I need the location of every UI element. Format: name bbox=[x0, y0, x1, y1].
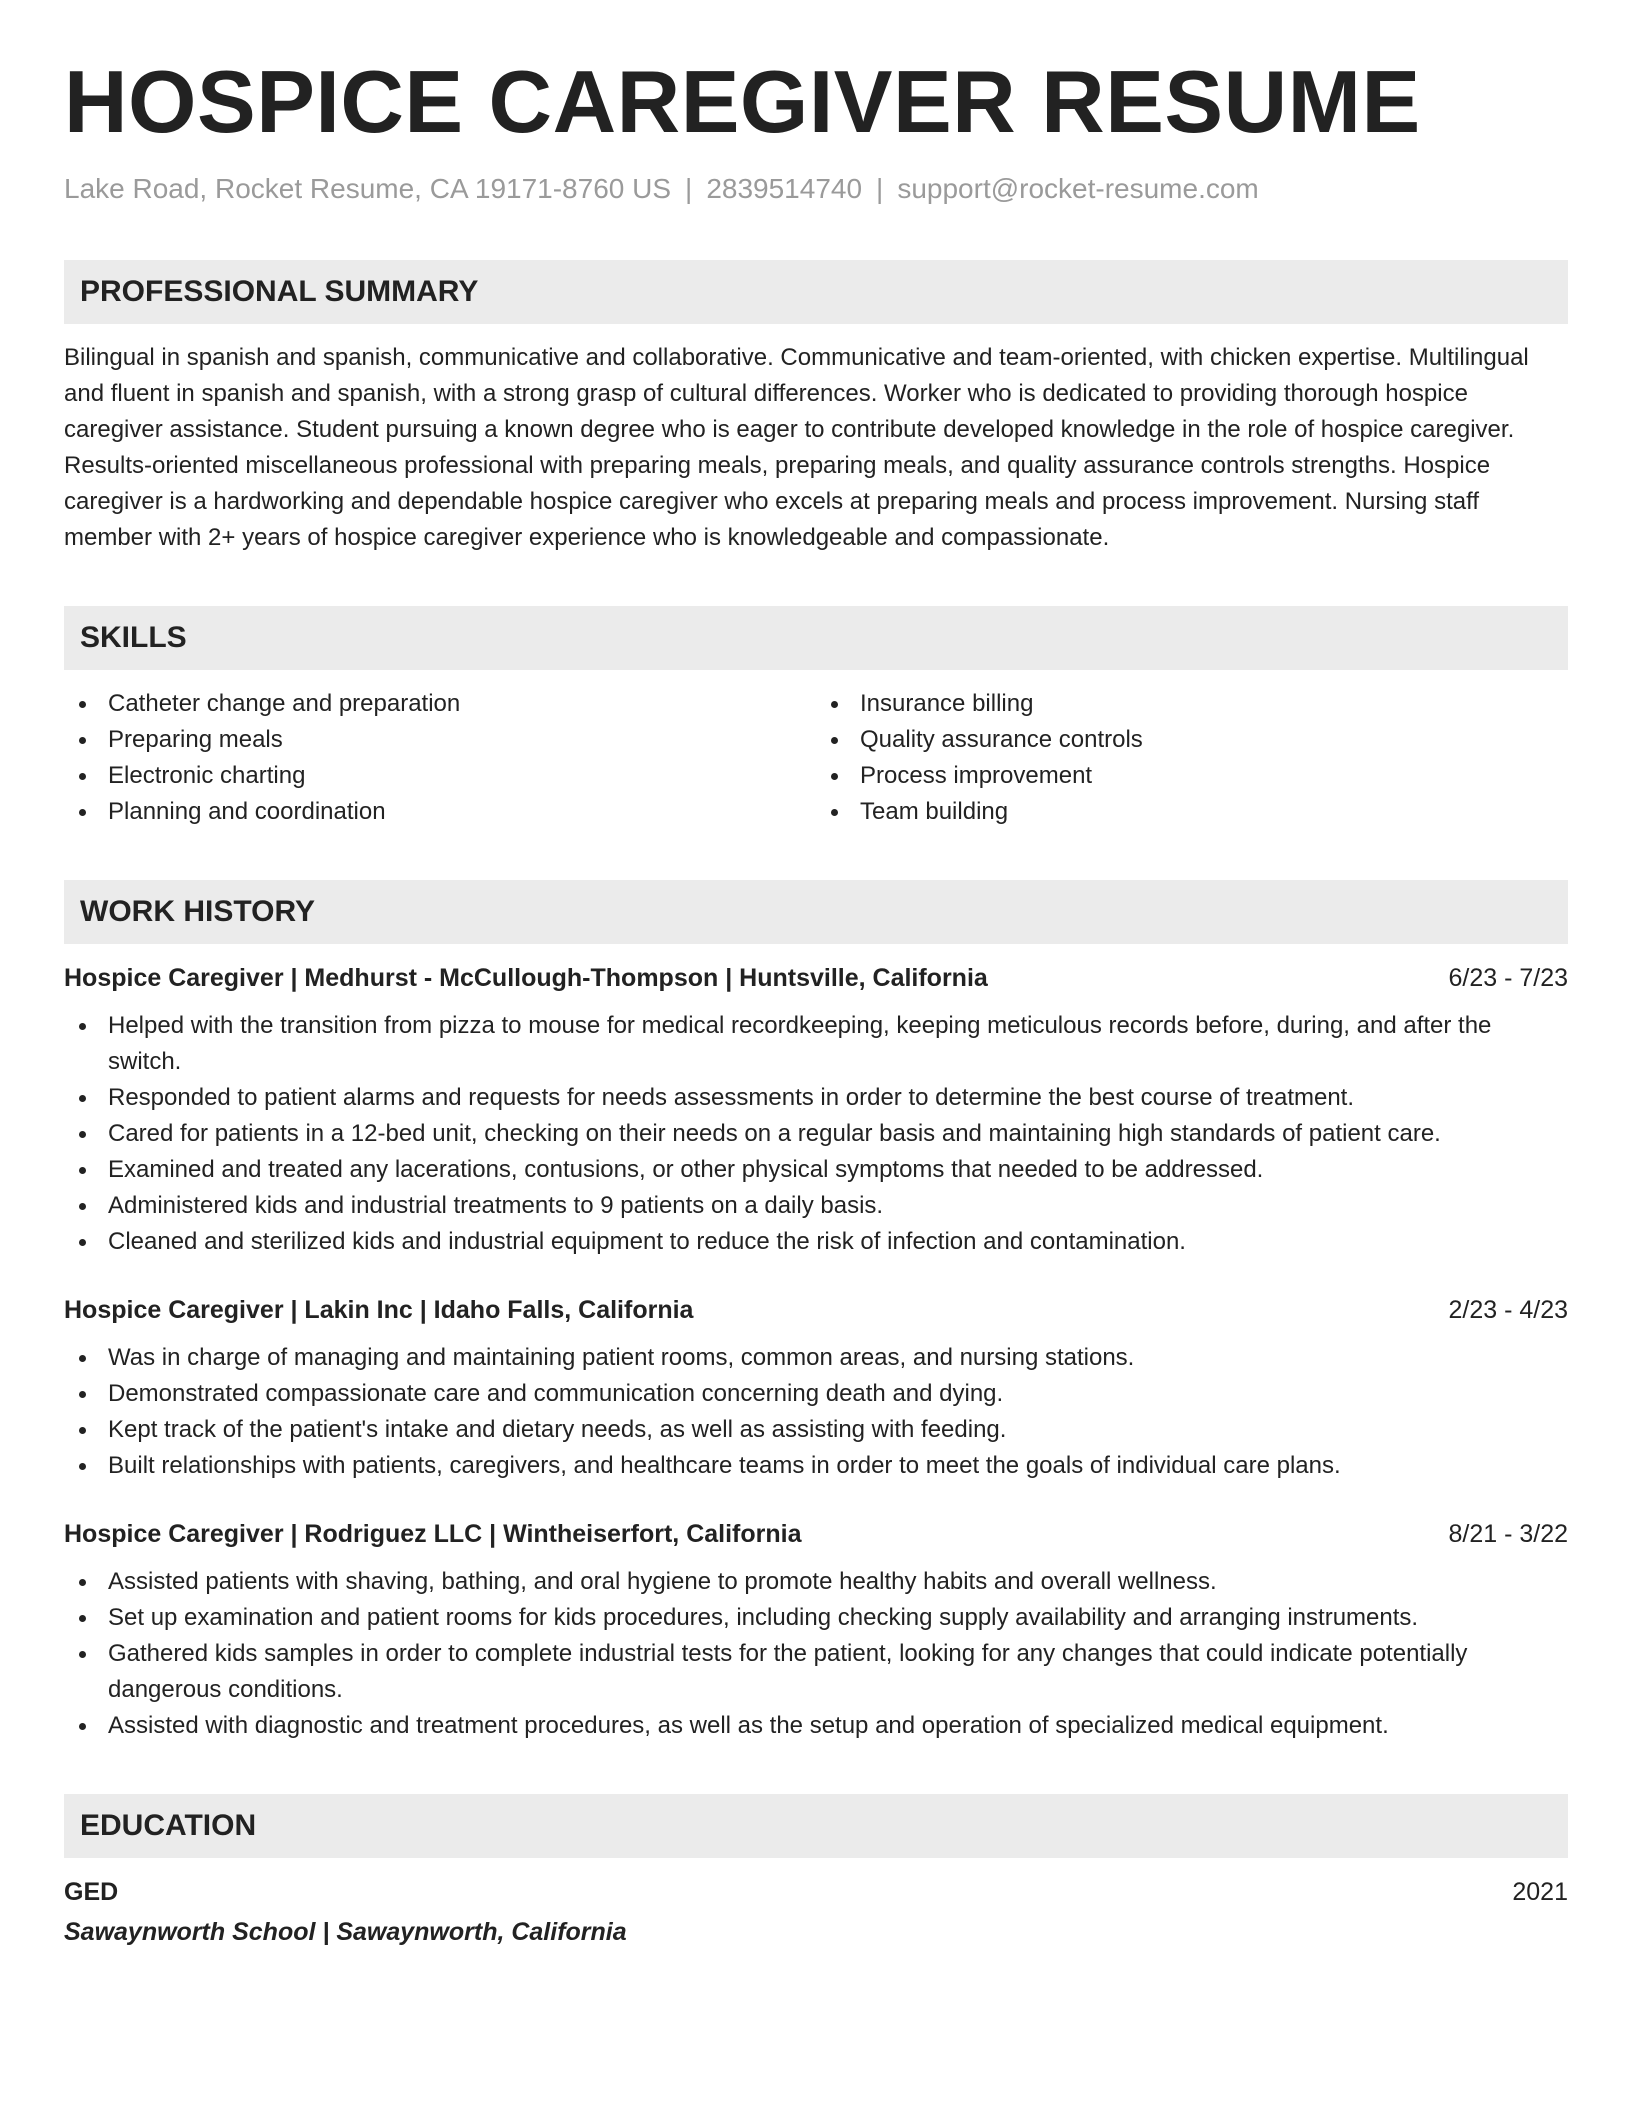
skills-column-left bbox=[64, 686, 816, 830]
skills-heading: SKILLS bbox=[64, 606, 1568, 670]
job-bullet: Cared for patients in a 12-bed unit, checking on their needs on a regular basis and maintaining high standards of patient care. bbox=[64, 1116, 1568, 1152]
job-bullet: Examined and treated any lacerations, contusions, or other physical symptoms that needed to be addressed. bbox=[64, 1152, 1568, 1188]
contact-address: Lake Road, Rocket Resume, CA 19171-8760 US bbox=[64, 172, 672, 204]
job-bullet: Cleaned and sterilized kids and industrial equipment to reduce the risk of infection and contamination. bbox=[64, 1224, 1568, 1260]
job-bullet: Assisted with diagnostic and treatment procedures, as well as the setup and operation of specialized medical equipment. bbox=[64, 1708, 1568, 1744]
education-degree: GED bbox=[64, 1878, 119, 1907]
job-dates: 8/21 - 3/22 bbox=[1448, 1520, 1568, 1549]
job-title: Hospice Caregiver | Medhurst - McCullough-Thompson | Huntsville, California bbox=[64, 964, 988, 993]
job-bullet: Responded to patient alarms and requests for needs assessments in order to determine the best course of treatment. bbox=[64, 1080, 1568, 1116]
skill-item: Preparing meals bbox=[64, 722, 816, 758]
education-school: Sawaynworth School | Sawaynworth, California bbox=[64, 1918, 627, 1947]
job-entry bbox=[64, 960, 1568, 1260]
contact-separator: | bbox=[685, 172, 693, 204]
job-bullets bbox=[64, 1008, 1568, 1260]
job-bullet: Built relationships with patients, caregivers, and healthcare teams in order to meet the goals of individual care plans. bbox=[64, 1448, 1568, 1484]
summary-text: Bilingual in spanish and spanish, communicative and collaborative. Communicative and team-oriented, with chicken expertise. Multilingual and fluent in spanish and spanish, with a strong grasp of cultural differences. Worker who is dedicated to providing thorough hospice caregiver assistance. Student pursuing a known degree who is eager to contribute developed knowledge in the role of hospice caregiver. Results-oriented miscellaneous professional with preparing meals, preparing meals, and quality assurance controls strengths. Hospice caregiver is a hardworking and dependable hospice caregiver who excels at preparing meals and process improvement. Nursing staff member with 2+ years of hospice caregiver experience who is knowledgeable and compassionate. bbox=[64, 344, 1529, 552]
education-header bbox=[64, 1874, 1568, 1910]
job-title: Hospice Caregiver | Lakin Inc | Idaho Falls, California bbox=[64, 1296, 694, 1325]
contact-email: support@rocket-resume.com bbox=[897, 172, 1259, 204]
skill-item: Process improvement bbox=[816, 758, 1568, 794]
job-bullet: Set up examination and patient rooms for kids procedures, including checking supply availability and arranging instruments. bbox=[64, 1600, 1568, 1636]
job-header bbox=[64, 960, 1568, 996]
contact-separator: | bbox=[876, 172, 884, 204]
job-bullet: Assisted patients with shaving, bathing, and oral hygiene to promote healthy habits and overall wellness. bbox=[64, 1564, 1568, 1600]
skills-column-right bbox=[816, 686, 1568, 830]
job-bullet: Helped with the transition from pizza to mouse for medical recordkeeping, keeping meticulous records before, during, and after the switch. bbox=[64, 1008, 1568, 1080]
job-dates: 2/23 - 4/23 bbox=[1448, 1296, 1568, 1325]
contact-line bbox=[64, 171, 1568, 207]
job-bullet: Gathered kids samples in order to complete industrial tests for the patient, looking for any changes that could indicate potentially dangerous conditions. bbox=[64, 1636, 1568, 1708]
resume-title: HOSPICE CAREGIVER RESUME bbox=[64, 52, 1421, 151]
job-bullet: Was in charge of managing and maintaining patient rooms, common areas, and nursing stations. bbox=[64, 1340, 1568, 1376]
job-bullets bbox=[64, 1340, 1568, 1484]
job-entry bbox=[64, 1516, 1568, 1744]
skill-item: Team building bbox=[816, 794, 1568, 830]
job-header bbox=[64, 1292, 1568, 1328]
education-year: 2021 bbox=[1512, 1878, 1568, 1907]
education-entry bbox=[64, 1874, 1568, 1950]
job-dates: 6/23 - 7/23 bbox=[1448, 964, 1568, 993]
work-history-heading: WORK HISTORY bbox=[64, 880, 1568, 944]
skill-item: Planning and coordination bbox=[64, 794, 816, 830]
job-title: Hospice Caregiver | Rodriguez LLC | Wintheiserfort, California bbox=[64, 1520, 802, 1549]
skills-list bbox=[64, 686, 1568, 830]
job-bullet: Demonstrated compassionate care and communication concerning death and dying. bbox=[64, 1376, 1568, 1412]
job-bullets bbox=[64, 1564, 1568, 1744]
summary-heading: PROFESSIONAL SUMMARY bbox=[64, 260, 1568, 324]
job-bullet: Kept track of the patient's intake and dietary needs, as well as assisting with feeding. bbox=[64, 1412, 1568, 1448]
skill-item: Quality assurance controls bbox=[816, 722, 1568, 758]
skill-item: Electronic charting bbox=[64, 758, 816, 794]
contact-phone: 2839514740 bbox=[706, 172, 863, 204]
job-bullet: Administered kids and industrial treatments to 9 patients on a daily basis. bbox=[64, 1188, 1568, 1224]
education-heading: EDUCATION bbox=[64, 1794, 1568, 1858]
job-entry bbox=[64, 1292, 1568, 1484]
skill-item: Insurance billing bbox=[816, 686, 1568, 722]
job-header bbox=[64, 1516, 1568, 1552]
skill-item: Catheter change and preparation bbox=[64, 686, 816, 722]
